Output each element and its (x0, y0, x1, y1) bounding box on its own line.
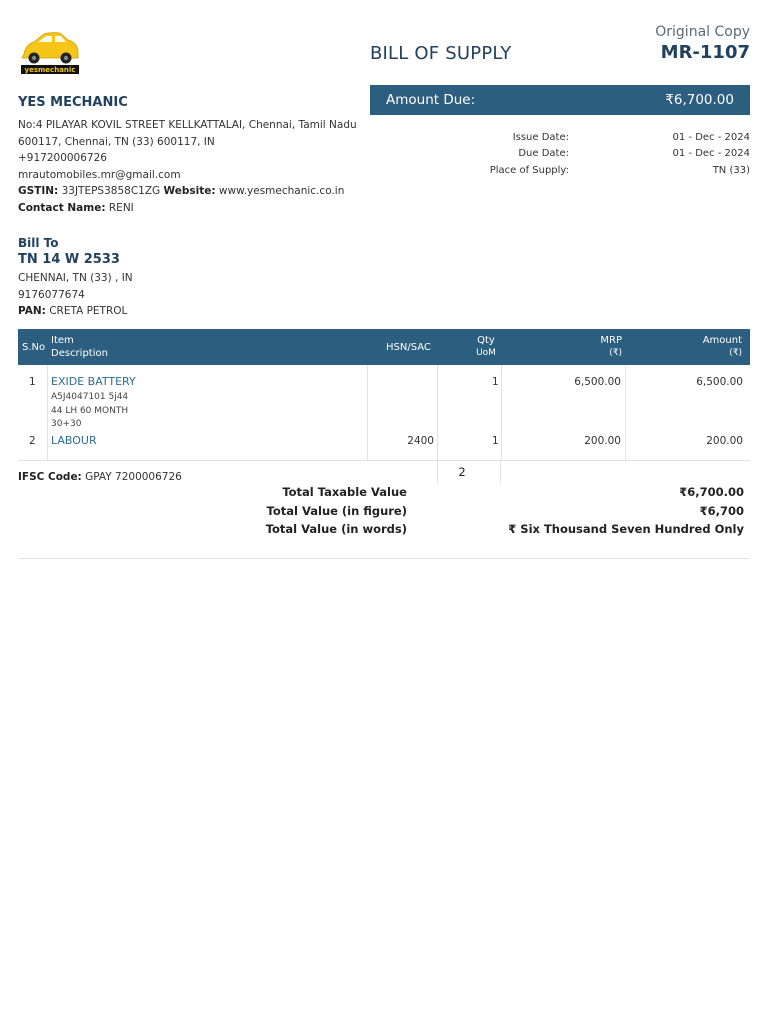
document-number: MR-1107 (660, 42, 750, 63)
row-item-description: A5J4047101 5j44 44 LH 60 MONTH 30+30 (51, 392, 129, 429)
amount-due-value: ₹6,700.00 (665, 92, 734, 108)
due-date-value: 01 - Dec - 2024 (672, 148, 750, 160)
place-of-supply-row (370, 162, 750, 179)
issue-date-row (370, 129, 750, 146)
row-sno: 2 (29, 435, 36, 447)
due-date-label: Due Date: (518, 148, 569, 160)
bill-to-pan-row (18, 303, 133, 320)
column-divider (367, 365, 368, 461)
bill-to-details (18, 270, 133, 320)
total-figure-label: Total Value (in figure) (266, 503, 407, 518)
ifsc-row (18, 471, 182, 483)
bill-to-phone: 9176077674 (18, 288, 85, 301)
items-table-body (18, 365, 750, 461)
document-title: BILL OF SUPPLY (370, 43, 512, 64)
amount-due-bar (370, 85, 750, 115)
column-divider (47, 365, 48, 461)
amount-due-label: Amount Due: (386, 92, 476, 108)
gstin-value: 33JTEPS3858C1ZG (61, 185, 161, 198)
due-date-row (370, 146, 750, 163)
place-of-supply-value: TN (33) (712, 164, 750, 176)
website-label: Website: (163, 185, 216, 198)
total-quantity: 2 (437, 461, 501, 483)
row-mrp: 6,500.00 (574, 376, 621, 388)
issue-date-label: Issue Date: (512, 131, 569, 143)
company-address-line1: No:4 PILAYAR KOVIL STREET KELLKATTALAI, Chennai, Tamil Nadu (18, 119, 357, 131)
column-divider (501, 365, 502, 461)
issue-date-value: 01 - Dec - 2024 (672, 131, 750, 143)
row-mrp: 200.00 (584, 435, 621, 447)
contact-label: Contact Name: (18, 201, 106, 214)
header-hsn: HSN/SAC (386, 341, 431, 353)
bill-to-address: CHENNAI, TN (33) , IN (18, 272, 133, 284)
bill-to-heading: Bill To (18, 236, 59, 250)
total-figure-value: ₹6,700 (699, 503, 744, 518)
place-of-supply-label: Place of Supply: (489, 164, 569, 176)
company-details (18, 117, 358, 217)
divider (18, 558, 750, 559)
row-item-name: EXIDE BATTERY (51, 375, 136, 388)
company-gstin-row (18, 183, 358, 200)
company-phone: +917200006726 (18, 152, 107, 165)
pan-value: CRETA PETROL (49, 305, 128, 318)
header-item: Item Description (51, 335, 108, 359)
total-words-label: Total Value (in words) (265, 522, 407, 536)
header-sno: S.No (22, 341, 46, 353)
company-name: YES MECHANIC (18, 95, 128, 110)
car-logo-icon (18, 30, 82, 78)
website-value: www.yesmechanic.co.in (218, 185, 345, 198)
company-email: mrautomobiles.mr@gmail.com (18, 168, 181, 181)
items-table-header (18, 329, 750, 365)
ifsc-value: GPAY 7200006726 (85, 471, 182, 483)
company-logo (18, 30, 82, 78)
total-taxable-value: ₹6,700.00 (679, 485, 744, 499)
row-qty: 1 (492, 435, 499, 447)
row-item-name: LABOUR (51, 434, 97, 447)
column-divider (437, 365, 438, 461)
row-amount: 200.00 (706, 435, 743, 447)
totals-section (18, 485, 750, 541)
row-sno: 1 (29, 376, 36, 388)
bill-to-name: TN 14 W 2533 (18, 252, 120, 267)
total-figure-row (18, 504, 750, 523)
svg-text:yesmechanic: yesmechanic (24, 66, 76, 74)
row-hsn: 2400 (407, 435, 434, 447)
pan-label: PAN: (18, 305, 46, 318)
contact-value: RENI (108, 201, 134, 214)
company-address-line2: 600117, Chennai, TN (33) 600117, IN (18, 135, 215, 148)
row-amount: 6,500.00 (696, 376, 743, 388)
column-divider (625, 365, 626, 461)
gstin-label: GSTIN: (18, 185, 59, 198)
total-words-row (18, 522, 750, 541)
header-qty: Qty UoM (476, 335, 496, 358)
copy-label: Original Copy (655, 24, 750, 40)
header-amount: Amount (₹) (702, 335, 742, 358)
company-contact-row (18, 200, 358, 217)
header-mrp: MRP (₹) (600, 335, 622, 358)
ifsc-label: IFSC Code: (18, 471, 82, 483)
date-details (370, 129, 750, 179)
total-words-value: ₹ Six Thousand Seven Hundred Only (508, 522, 744, 536)
total-taxable-row (18, 485, 750, 504)
row-qty: 1 (492, 376, 499, 388)
total-taxable-label: Total Taxable Value (282, 485, 407, 499)
